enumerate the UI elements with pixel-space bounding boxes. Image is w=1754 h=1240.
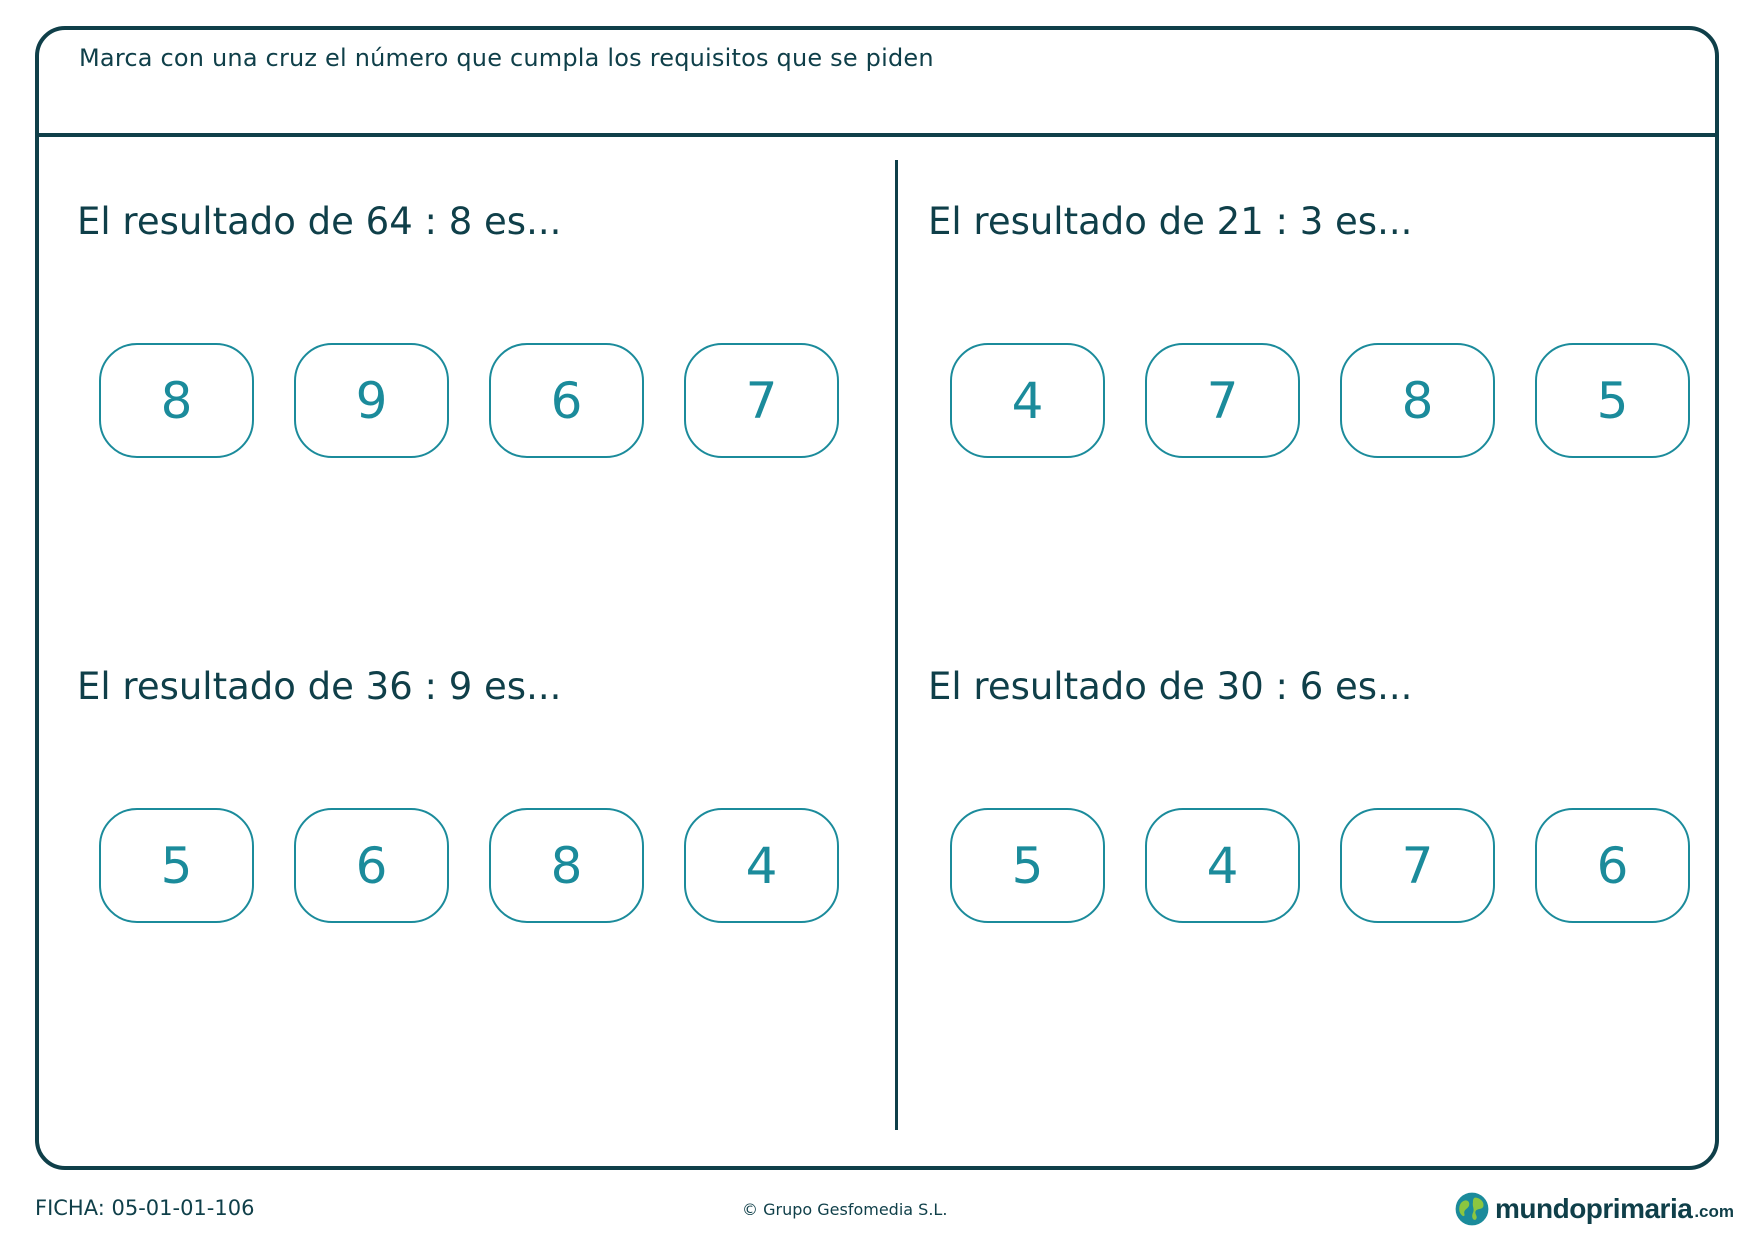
answer-options [950,808,1690,923]
answer-option[interactable]: 5 [950,808,1105,923]
header-divider [39,133,1715,137]
question-1 [77,200,837,500]
logo-suffix: .com [1694,1202,1734,1221]
question-prompt: El resultado de 30 : 6 es... [928,665,1413,708]
answer-option[interactable]: 5 [99,808,254,923]
site-logo[interactable] [1453,1190,1734,1228]
answer-option[interactable]: 8 [489,808,644,923]
instructions-text: Marca con una cruz el número que cumpla los requisitos que se piden [79,44,934,72]
answer-option[interactable]: 4 [684,808,839,923]
center-divider [895,160,898,1130]
copyright-text: © Grupo Gesfomedia S.L. [742,1200,948,1219]
question-2 [928,200,1688,500]
question-3 [77,665,837,965]
worksheet-id: FICHA: 05-01-01-106 [35,1196,255,1220]
answer-option[interactable]: 6 [294,808,449,923]
question-prompt: El resultado de 21 : 3 es... [928,200,1413,243]
answer-option[interactable]: 7 [684,343,839,458]
logo-text: mundoprimaria [1495,1193,1693,1224]
answer-option[interactable]: 8 [99,343,254,458]
worksheet-frame [35,26,1719,1170]
answer-options [950,343,1690,458]
answer-option[interactable]: 4 [1145,808,1300,923]
answer-option[interactable]: 7 [1145,343,1300,458]
question-prompt: El resultado de 64 : 8 es... [77,200,562,243]
answer-option[interactable]: 9 [294,343,449,458]
answer-option[interactable]: 4 [950,343,1105,458]
answer-option[interactable]: 8 [1340,343,1495,458]
answer-options [99,808,839,923]
answer-option[interactable]: 6 [489,343,644,458]
question-prompt: El resultado de 36 : 9 es... [77,665,562,708]
answer-options [99,343,839,458]
globe-icon [1453,1190,1491,1228]
answer-option[interactable]: 5 [1535,343,1690,458]
answer-option[interactable]: 6 [1535,808,1690,923]
answer-option[interactable]: 7 [1340,808,1495,923]
question-4 [928,665,1688,965]
